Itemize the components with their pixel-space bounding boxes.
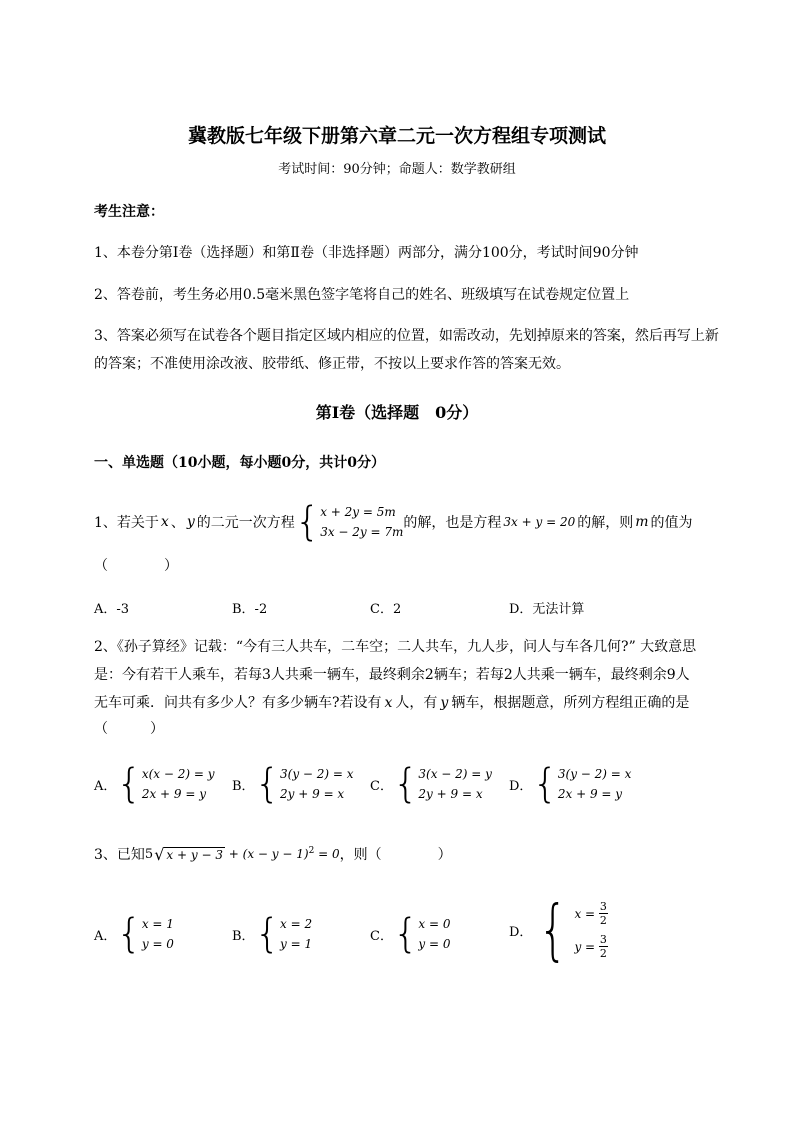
notice-heading: 考生注意：: [94, 204, 164, 220]
question-1: 1、若关于 x 、 y 的二元一次方程 { x + 2y = 5m 3x − 2y = 7m 的解，也是方程 3x + y = 20 的解，则 m 的值为: [94, 499, 693, 545]
notice-item-2: 2、答卷前，考生务必用0.5毫米黑色签字笔将自己的姓名、班级填写在试卷规定位置上: [94, 287, 630, 303]
question-3: 3、已知 5 √ x + y − 3 + (x − y − 1) $^2$ = 0 ，则（ ）: [94, 844, 452, 864]
sqrt-symbol: √: [154, 844, 165, 864]
q1-answer-blank: （ ）: [94, 558, 178, 574]
q1-option-d: D．无法计算: [509, 602, 585, 617]
page-subtitle: 考试时间：90分钟；命题人：数学教研组: [278, 162, 516, 177]
notice-item-3-cont: 的答案；不准使用涂改液、胶带纸、修正带，不按以上要求作答的答案无效。: [94, 356, 570, 372]
notice-item-1: 1、本卷分第I卷（选择题）和第Ⅱ卷（非选择题）两部分，满分100分，考试时间90分钟: [94, 245, 639, 261]
q1-option-a: A．-3: [94, 602, 130, 617]
q1-system: { x + 2y = 5m 3x − 2y = 7m: [294, 499, 404, 545]
notice-item-3: 3、答案必须写在试卷各个题目指定区域内相应的位置，如需改动，先划掉原来的答案，然后再写上新: [94, 328, 719, 344]
q3-option-c: C． { x = 0 y = 0: [370, 911, 451, 957]
q2-option-c: C． { 3(x − 2) = y 2y + 9 = x: [370, 761, 492, 807]
page-title: 冀教版七年级下册第六章二元一次方程组专项测试: [187, 125, 606, 147]
q1-option-c: C．2: [370, 602, 402, 617]
q2-line-3: 无车可乘．问共有多少人？有多少辆车?若设有 x 人，有 y 辆车，根据题意，所列方程组正确的是: [94, 695, 690, 711]
q3-option-b: B． { x = 2 y = 1: [232, 911, 313, 957]
q2-line-1: 2、《孙子算经》记载：“今有三人共车，二车空；二人共车，九人步，问人与车各几何?” 大致意思: [94, 639, 697, 655]
q1-option-b: B．-2: [232, 602, 268, 617]
q2-option-b: B． { 3(y − 2) = x 2y + 9 = x: [232, 761, 354, 807]
q2-answer-blank: （ ）: [94, 721, 164, 737]
part-heading: 一、单选题（10小题，每小题0分，共计0分）: [94, 455, 385, 471]
q3-option-a: A． { x = 1 y = 0: [94, 911, 174, 957]
q3-option-d: D． { x = $\frac{3}{2}$ y = $\frac{3}{2}$: [509, 891, 607, 968]
q2-option-a: A． { x(x − 2) = y 2x + 9 = y: [94, 761, 215, 807]
section-title: 第I卷（选择题 0分）: [315, 403, 479, 422]
q2-option-d: D． { 3(y − 2) = x 2x + 9 = y: [509, 761, 632, 807]
q2-line-2: 是：今有若干人乘车，若每3人共乘一辆车，最终剩余2辆车；若每2人共乘一辆车，最终剩余9人: [94, 667, 690, 683]
